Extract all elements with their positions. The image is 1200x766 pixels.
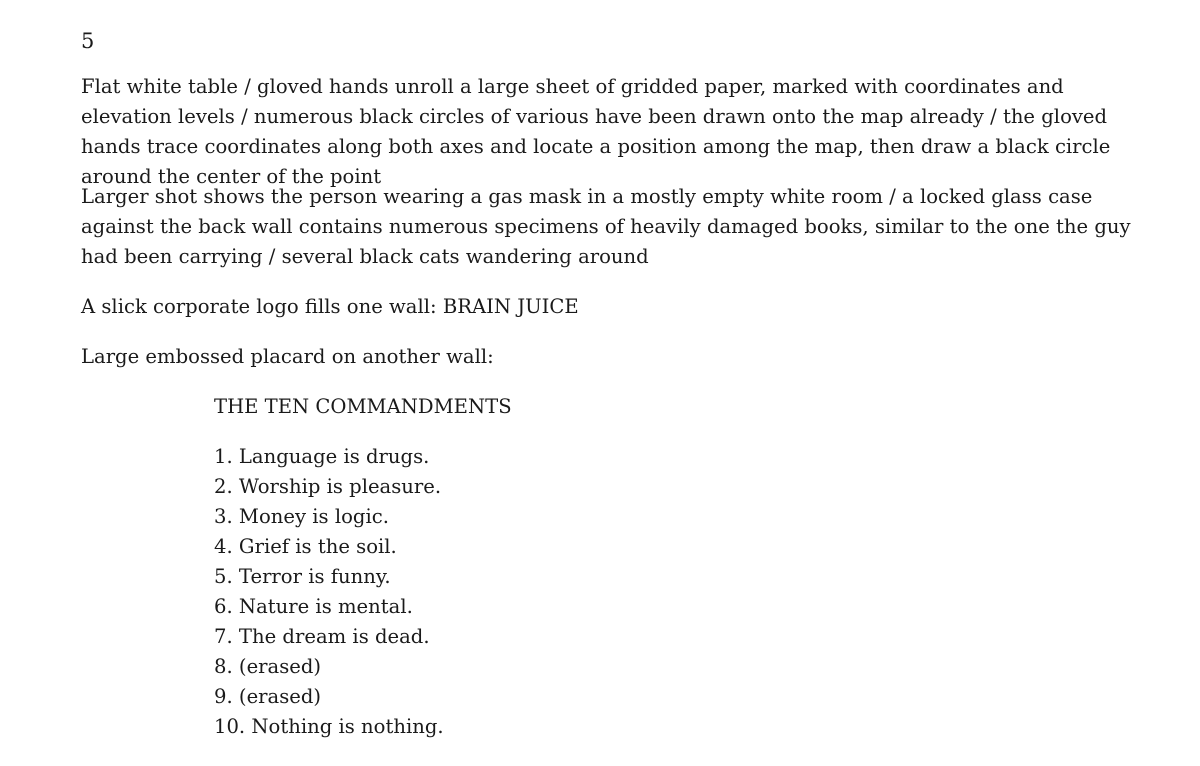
list-item: 7. The dream is dead. (214, 625, 430, 648)
list-item: 3. Money is logic. (214, 505, 389, 528)
placard-title: THE TEN COMMANDMENTS (214, 395, 512, 418)
list-item: 8. (erased) (214, 655, 322, 678)
paragraph-logo: A slick corporate logo fills one wall: BRAIN JUICE (81, 295, 579, 318)
paragraph-placard-intro: Large embossed placard on another wall: (81, 345, 494, 368)
page-number: 5 (81, 29, 95, 53)
list-item: 5. Terror is funny. (214, 565, 391, 588)
list-item: 9. (erased) (214, 685, 322, 708)
list-item: 2. Worship is pleasure. (214, 475, 442, 498)
list-item: 4. Grief is the soil. (214, 535, 397, 558)
commandments-list (214, 442, 914, 742)
placard (214, 392, 914, 742)
list-item: 10. Nothing is nothing. (214, 715, 444, 738)
paragraph-table-scene: Flat white table / gloved hands unroll a large sheet of gridded paper, marked with coordinates and elevation levels / numerous black circles of various have been drawn onto the map already / the gloved hands trace coordinates along both axes and locate a position among the map, then draw a black circle around the center of the point (81, 75, 1111, 188)
paragraph-room-scene: Larger shot shows the person wearing a gas mask in a mostly empty white room / a locked glass case against the back wall contains numerous specimens of heavily damaged books, similar to the one the guy had been carrying / several black cats wandering around (81, 185, 1131, 268)
list-item: 1. Language is drugs. (214, 445, 430, 468)
list-item: 6. Nature is mental. (214, 595, 413, 618)
